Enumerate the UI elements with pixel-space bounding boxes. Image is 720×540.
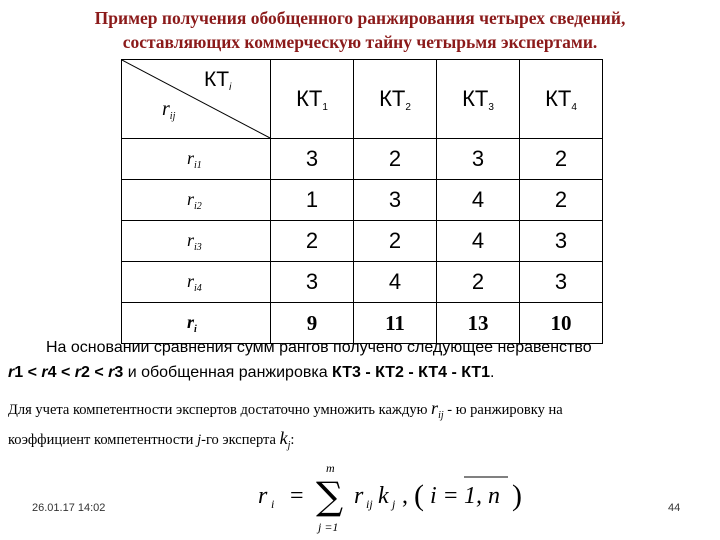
formula-range: 1, n	[464, 483, 500, 509]
table-cell: 2	[354, 139, 437, 180]
formula-k-sub: j	[392, 497, 396, 511]
table-corner-cell	[122, 60, 271, 139]
formula-lhs-sub: i	[271, 497, 275, 511]
generalized-ranking: КТ3 - КТ2 - КТ4 - КТ1	[332, 364, 491, 381]
sum-row-label: $r_i$	[122, 303, 271, 344]
inequality-text: r1 < r4 < r2 < r3 и обобщенная ранжировка КТ3 - КТ2 - КТ4 - КТ1.	[8, 364, 495, 381]
formula-lhs: r	[258, 483, 268, 509]
slide-title	[0, 6, 720, 54]
page-number: 44	[668, 502, 681, 514]
title-line-2: составляющих коммерческую тайну четырьмя экспертами.	[122, 32, 598, 52]
slide-date: 26.01.17 14:02	[32, 502, 106, 514]
sum-symbol: ∑	[316, 474, 344, 518]
header-kt4: $КТ_4$	[520, 60, 603, 139]
table-cell: 2	[520, 180, 603, 221]
table-cell: 2	[437, 262, 520, 303]
header-kt2: $КТ_2$	[354, 60, 437, 139]
coefficient-text: коэффициент компетентности j-го эксперта $k_j$:	[8, 428, 295, 451]
row-label: $r_{i3}$	[122, 221, 271, 262]
formula-i: i	[430, 483, 437, 509]
sum-upper-limit: m	[326, 461, 335, 475]
table-cell: 2	[520, 139, 603, 180]
sum-cell: 13	[437, 303, 520, 344]
table-cell: 3	[520, 221, 603, 262]
row-label: $r_{i4}$	[122, 262, 271, 303]
table-row	[122, 221, 603, 262]
table-row	[122, 262, 603, 303]
corner-r-label: $r_{ij}$	[162, 98, 176, 122]
table-cell: 3	[271, 139, 354, 180]
table-cell: 3	[520, 262, 603, 303]
sum-cell: 9	[271, 303, 354, 344]
table-cell: 3	[271, 262, 354, 303]
table-row	[122, 139, 603, 180]
table-cell: 4	[437, 180, 520, 221]
row-label: $r_{i1}$	[122, 139, 271, 180]
formula-comma: ,	[402, 483, 408, 509]
row-label: $r_{i2}$	[122, 180, 271, 221]
table-cell: 3	[354, 180, 437, 221]
weighted-rank-formula	[250, 455, 550, 535]
sum-cell: 11	[354, 303, 437, 344]
title-line-1: Пример получения обобщенного ранжирования четырех сведений,	[94, 8, 626, 28]
table-cell: 2	[271, 221, 354, 262]
header-kt1: $КТ_1$	[271, 60, 354, 139]
table-cell: 4	[437, 221, 520, 262]
table-cell: 1	[271, 180, 354, 221]
formula-paren-open: (	[414, 479, 424, 512]
sum-cell: 10	[520, 303, 603, 344]
formula-paren-close: )	[512, 479, 522, 512]
sum-lower-limit: j =1	[318, 520, 339, 534]
table-cell: 4	[354, 262, 437, 303]
formula-r: r	[354, 483, 364, 509]
formula-equals-2: =	[444, 483, 458, 509]
table-cell: 2	[354, 221, 437, 262]
formula-k: k	[378, 483, 389, 509]
sum-row	[122, 303, 603, 344]
comparison-text: На основании сравнения сумм рангов получено следующее неравенство	[46, 339, 592, 356]
competence-text: Для учета компетентности экспертов достаточно умножить каждую $r_{ij}$ - ю ранжировку на	[8, 398, 563, 421]
corner-kt-label: $КТ_i$	[204, 68, 232, 93]
table-row	[122, 180, 603, 221]
diagonal-line	[122, 60, 270, 138]
header-kt3: $КТ_3$	[437, 60, 520, 139]
table-cell: 3	[437, 139, 520, 180]
ranking-table	[121, 59, 603, 344]
formula-r-sub: ij	[366, 497, 373, 511]
formula-equals: =	[290, 483, 304, 509]
